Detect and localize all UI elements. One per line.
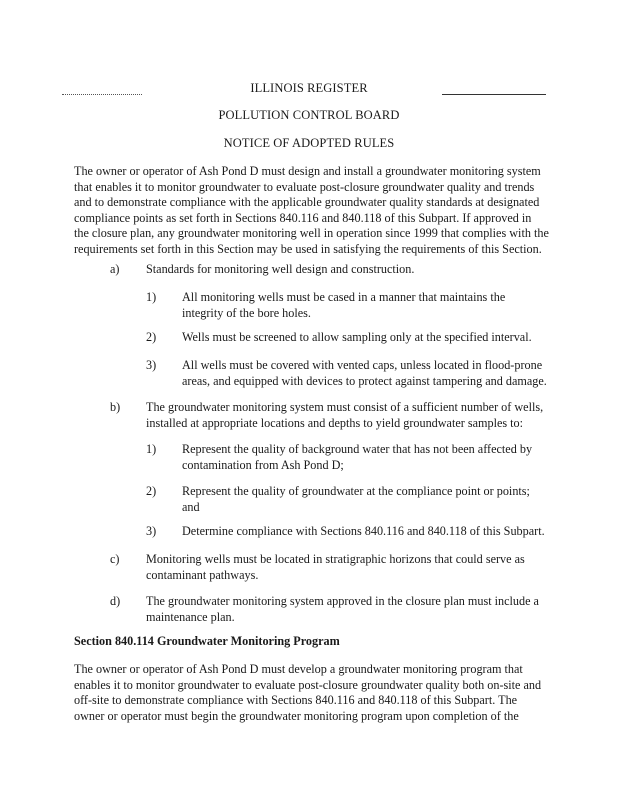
subsection-d-text: The groundwater monitoring system approved in the closure plan must include a maintenance plan. (146, 594, 539, 624)
closing-paragraph (74, 662, 541, 724)
notice-title: NOTICE OF ADOPTED RULES (223, 136, 395, 150)
subsection-a-text: Standards for monitoring well design and construction. (146, 262, 415, 276)
item-a3-text: All wells must be covered with vented caps, unless located in flood-prone areas, and equipped with devices to protect against tampering and damage. (182, 358, 547, 388)
item-b3-label: 3) (146, 524, 157, 538)
subsection-c-text: Monitoring wells must be located in stratigraphic horizons that could serve as contaminant pathways. (146, 552, 525, 582)
board-title: POLLUTION CONTROL BOARD (218, 108, 400, 122)
item-a2-label: 2) (146, 330, 157, 344)
item-a1-text: All monitoring wells must be cased in a manner that maintains the integrity of the bore holes. (182, 290, 506, 320)
item-b2-label: 2) (146, 484, 157, 498)
subsection-d-label: d) (110, 594, 121, 608)
item-b3-text: Determine compliance with Sections 840.116 and 840.118 of this Subpart. (182, 524, 545, 538)
closing-line: owner or operator must begin the groundwater monitoring program upon completion of the (74, 708, 519, 723)
intro-line: requirements set forth in this Section may be used in satisfying the requirements of this Section. (74, 241, 542, 256)
subsection-b-text: The groundwater monitoring system must consist of a sufficient number of wells, installed at appropriate locations and depths to yield groundwater samples to: (146, 400, 544, 430)
closing-line: enables it to monitor groundwater to evaluate post-closure groundwater quality both on-site and (74, 677, 542, 692)
closing-line: The owner or operator of Ash Pond D must develop a groundwater monitoring program that (74, 662, 523, 676)
intro-line: compliance points as set forth in Sections 840.116 and 840.118 of this Subpart. If approved in (74, 210, 532, 225)
intro-line: the closure plan, any groundwater monitoring well in operation since 1999 that complies with the (74, 226, 549, 241)
intro-line: that enables it to monitor groundwater to evaluate post-closure groundwater quality and trends (74, 179, 535, 194)
item-b2-text: Represent the quality of groundwater at the compliance point or points; and (182, 484, 530, 514)
subsection-c-label: c) (110, 552, 120, 566)
intro-paragraph (74, 164, 549, 258)
item-a2-text: Wells must be screened to allow sampling only at the specified interval. (182, 330, 532, 344)
item-a3-label: 3) (146, 358, 157, 372)
item-b1-label: 1) (146, 442, 157, 456)
closing-line: off-site to demonstrate compliance with Sections 840.116 and 840.118 of this Subpart. The (74, 693, 518, 708)
register-title: ILLINOIS REGISTER (250, 81, 368, 95)
item-a1-label: 1) (146, 290, 157, 304)
intro-line: and to demonstrate compliance with the applicable groundwater quality standards at designated (74, 195, 540, 210)
item-b1-text: Represent the quality of background water that has not been affected by contamination from Ash Pond D; (182, 442, 533, 472)
subsection-b-label: b) (110, 400, 121, 414)
section-heading: Section 840.114 Groundwater Monitoring Program (74, 634, 340, 648)
subsection-a-label: a) (110, 262, 120, 276)
intro-line: The owner or operator of Ash Pond D must design and install a groundwater monitoring system (74, 164, 541, 178)
